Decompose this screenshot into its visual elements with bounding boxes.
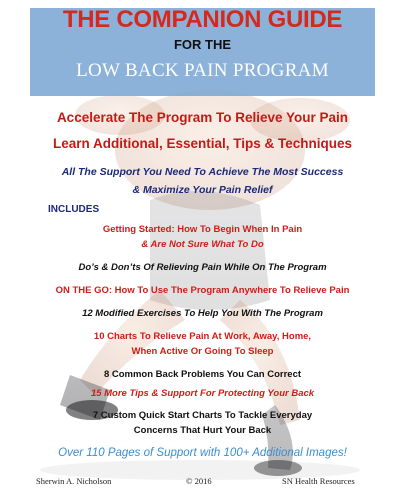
- item-getting-started-line-2: & Are Not Sure What To Do: [141, 239, 264, 250]
- item-custom-charts-line-1: 7 Custom Quick Start Charts To Tackle Everyday: [92, 410, 313, 421]
- subhead-maximize: & Maximize Your Pain Relief: [132, 184, 273, 196]
- subhead-support: All The Support You Need To Achieve The Most Success: [61, 166, 344, 178]
- author-name: Sherwin A. Nicholson: [36, 476, 112, 486]
- pages-support-line: Over 110 Pages of Support with 100+ Additional Images!: [58, 447, 347, 459]
- publisher-name: SN Health Resources: [282, 476, 355, 486]
- item-getting-started-line-1: Getting Started: How To Begin When In Pain: [102, 224, 303, 235]
- includes-label: INCLUDES: [48, 204, 100, 215]
- title-for-text: FOR THE: [173, 37, 232, 52]
- item-charts-line-2: When Active Or Going To Sleep: [131, 346, 274, 357]
- item-charts-line-1: 10 Charts To Relieve Pain At Work, Away, Home,: [93, 331, 312, 342]
- book-title: THE COMPANION GUIDE: [62, 6, 343, 33]
- headline-accelerate: Accelerate The Program To Relieve Your Pain: [56, 110, 349, 125]
- item-modified-exercises: 12 Modified Exercises To Help You With The Program: [82, 308, 323, 319]
- item-custom-charts-line-2: Concerns That Hurt Your Back: [133, 425, 272, 436]
- item-on-the-go: ON THE GO: How To Use The Program Anywhere To Relieve Pain: [55, 285, 350, 296]
- item-common-problems: 8 Common Back Problems You Can Correct: [103, 369, 302, 380]
- copyright-notice: © 2016: [186, 476, 212, 486]
- headline-learn: Learn Additional, Essential, Tips & Techniques: [52, 136, 353, 151]
- program-title: LOW BACK PAIN PROGRAM: [76, 60, 329, 81]
- item-more-tips: 15 More Tips & Support For Protecting Your Back: [90, 388, 315, 399]
- item-dos-donts: Do’s & Don’ts Of Relieving Pain While On The Program: [78, 262, 327, 273]
